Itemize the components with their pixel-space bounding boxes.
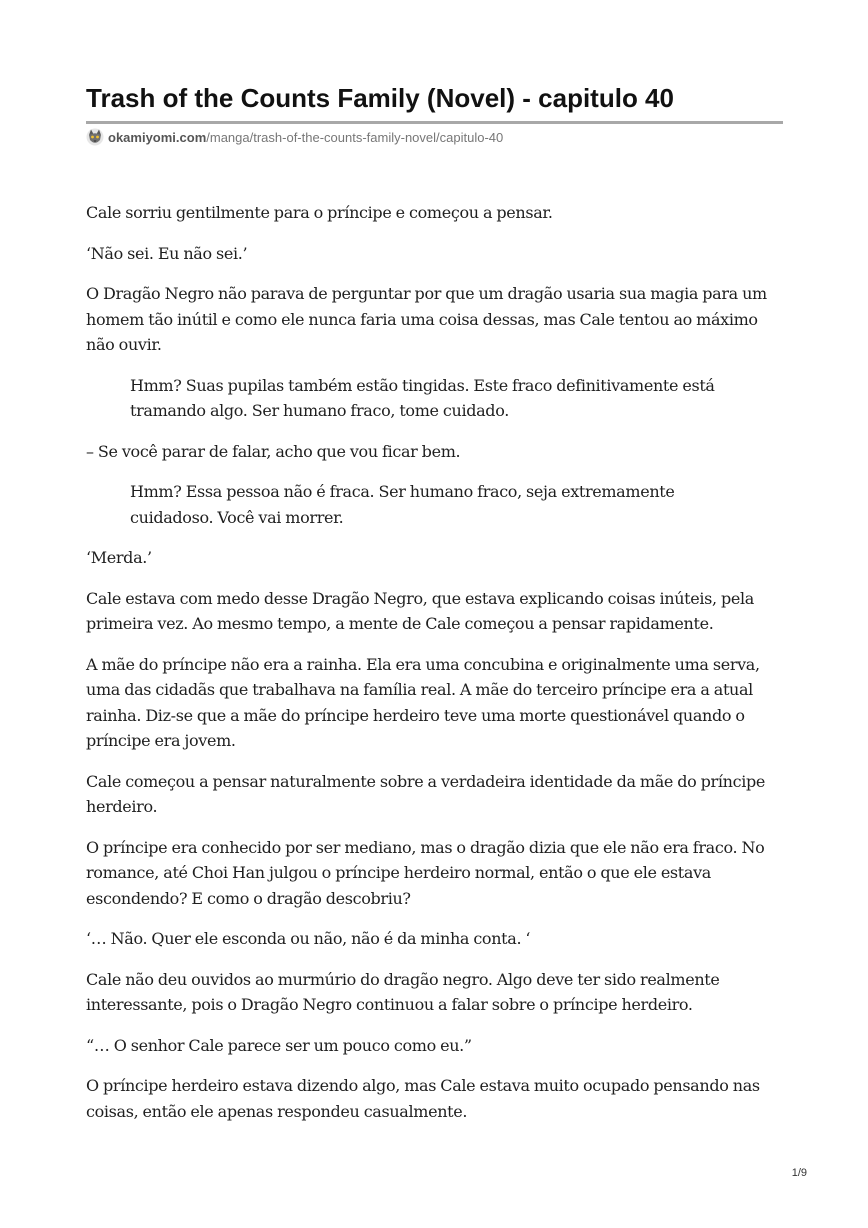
paragraph: O Dragão Negro não parava de perguntar por que um dragão usaria sua magia para um homem tão inútil e como ele nunca faria uma coisa dessas, mas Cale tentou ao máximo não ouvir. xyxy=(86,284,767,354)
paragraph: Cale começou a pensar naturalmente sobre a verdadeira identidade da mãe do príncipe herdeiro. xyxy=(86,771,765,816)
paragraph: ‘Merda.’ xyxy=(86,548,152,567)
paragraph: ‘Não sei. Eu não sei.’ xyxy=(86,243,248,263)
source-domain[interactable]: okamiyomi.com xyxy=(108,129,207,145)
paragraph: – Se você parar de falar, acho que vou ficar bem. xyxy=(86,441,461,461)
paragraph: Cale estava com medo desse Dragão Negro, que estava explicando coisas inúteis, pela primeira vez. Ao mesmo tempo, a mente de Cale começou a pensar rapidamente. xyxy=(86,588,754,633)
source-path[interactable]: /manga/trash-of-the-counts-family-novel/capitulo-40 xyxy=(206,129,504,145)
indented-quote: Hmm? Suas pupilas também estão tingidas. Este fraco definitivamente está tramando algo. Ser humano fraco, tome cuidado. xyxy=(130,375,715,420)
paragraph: Cale sorriu gentilmente para o príncipe e começou a pensar. xyxy=(86,203,553,222)
title-divider xyxy=(86,121,783,124)
paragraph: “… O senhor Cale parece ser um pouco como eu.” xyxy=(86,1035,472,1055)
paragraph: A mãe do príncipe não era a rainha. Ela era uma concubina e originalmente uma serva, uma das cidadãs que trabalhava na família real. A mãe do terceiro príncipe era a atual rainha. Diz-se que a mãe do príncipe herdeiro teve uma morte questionável quando o príncipe era jovem. xyxy=(86,654,760,750)
wolf-logo-icon xyxy=(86,128,104,146)
indented-quote: Hmm? Essa pessoa não é fraca. Ser humano fraco, seja extremamente cuidadoso. Você vai morrer. xyxy=(130,482,675,527)
page-title: Trash of the Counts Family (Novel) - capitulo 40 xyxy=(86,83,674,113)
paragraph: Cale não deu ouvidos ao murmúrio do dragão negro. Algo deve ter sido realmente interessante, pois o Dragão Negro continuou a falar sobre o príncipe herdeiro. xyxy=(86,969,720,1014)
article-body xyxy=(86,200,782,1139)
page-number: 1/9 xyxy=(791,1167,807,1179)
source-link[interactable] xyxy=(86,127,503,147)
paragraph: O príncipe herdeiro estava dizendo algo, mas Cale estava muito ocupado pensando nas coisas, então ele apenas respondeu casualmente. xyxy=(86,1076,760,1121)
paragraph: ‘… Não. Quer ele esconda ou não, não é da minha conta. ‘ xyxy=(86,929,531,948)
paragraph: O príncipe era conhecido por ser mediano, mas o dragão dizia que ele não era fraco. No romance, até Choi Han julgou o príncipe herdeiro normal, então o que ele estava escondendo? E como o dragão descobriu? xyxy=(86,837,765,908)
